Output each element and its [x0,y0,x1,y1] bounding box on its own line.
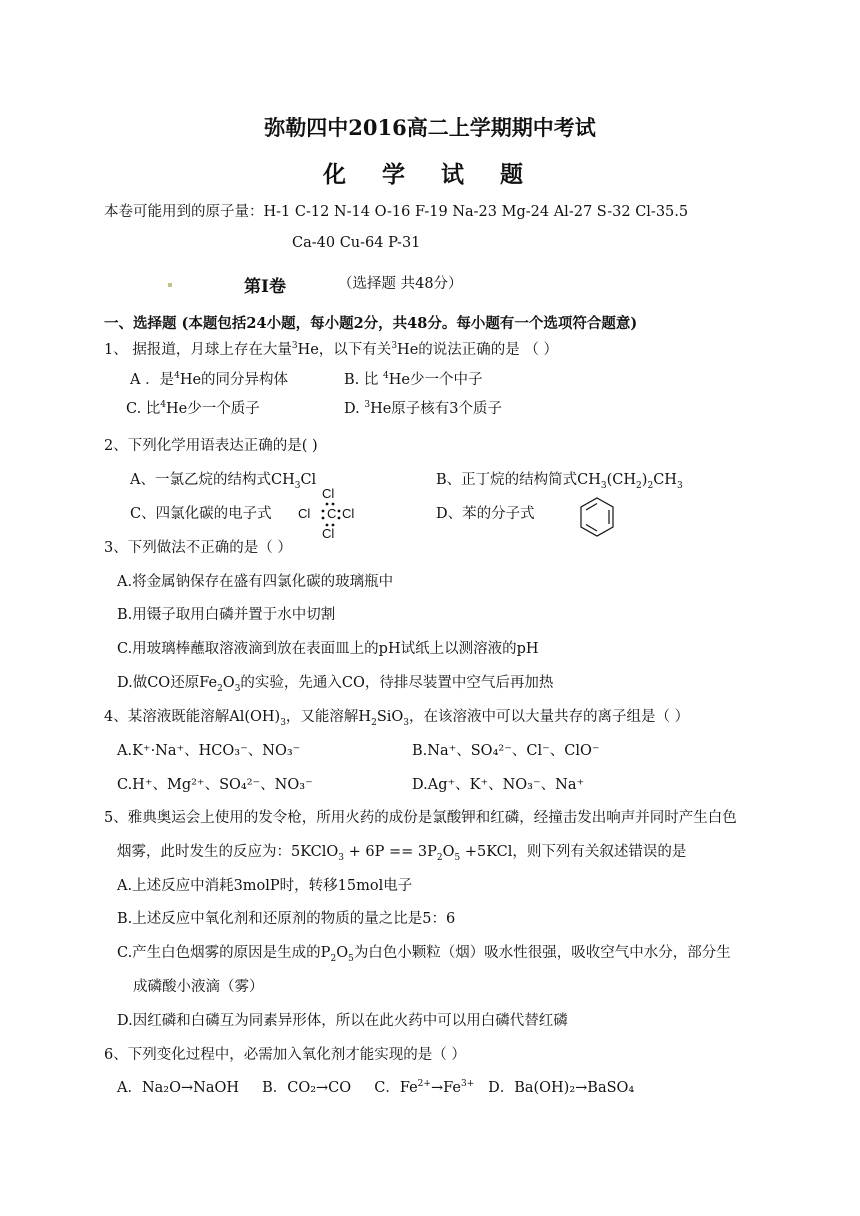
q1-stem: 1、 据报道，月球上存在大量$^3$He，以下有关$^3$He的说法正确的是 （ ） [104,341,558,358]
q5-option-c-line1: C.产生白色烟雾的原因是生成的$P_2O_5$为白色小颗粒（烟）吸水性很强，吸收空气中水分，部分生 [117,945,731,964]
q4-option-d: D.Ag⁺、K⁺、NO₃⁻、Na⁺ [412,777,585,793]
ccl4-cl-top: Cl [322,486,335,501]
subject-title: 化 学 试 题 [322,161,538,188]
volume-title: 第Ⅰ卷 [244,277,286,297]
q5-stem-line1: 5、雅典奥运会上使用的发令枪，所用火药的成份是氯酸钾和红磷，经撞击发出响声并同时产生白色 [104,810,737,826]
ccl4-c-center: C [327,506,337,521]
q6-option-d: D．Ba(OH)₂→BaSO₄ [488,1080,635,1096]
q6-options [117,1078,634,1098]
school-title: 弥勒四中2016高二上学期期中考试 [264,115,596,140]
q3-stem: 3、下列做法不正确的是（ ） [104,540,292,556]
q1-option-a: A ．是$^4$He的同分异构体 [130,371,289,388]
q5-stem-line2: 烟雾，此时发生的反应为：5KClO$_3$ + $6P == 3P_2O_5 +5KCl$，则下列有关叙述错误的是 [117,844,687,863]
q3-option-a: A.将金属钠保存在盛有四氯化碳的玻璃瓶中 [117,574,394,590]
q2-option-c: C、四氯化碳的电子式 [130,506,272,522]
q2-option-a: A、一氯乙烷的结构式$CH_3Cl$ [130,472,317,491]
atomic-mass-line2: Ca-40 Cu-64 P-31 [292,235,421,251]
ccl4-cl-left: Cl [298,506,311,521]
q1-option-b: B. 比 $^4$He少一个中子 [344,371,483,388]
q4-stem: 4、某溶液既能溶解$Al(OH)_3$，又能溶解$H_2SiO_3$，在该溶液中可以大量共存的离子组是（ ） [104,709,690,728]
ccl4-cl-bottom: Cl [322,526,335,541]
ccl4-cl-right: Cl [342,506,355,521]
q4-option-b: B.Na⁺、SO₄²⁻、Cl⁻、ClO⁻ [412,743,600,759]
q5-option-c-line2: 成磷酸小液滴（雾） [133,979,264,995]
q6-option-a: A．Na₂O→NaOH [117,1080,240,1096]
section-heading: 一、选择题 (本题包括24小题，每小题2分，共48分。每小题有一个选项符合题意) [104,315,638,332]
q2-option-b: B、正丁烷的结构简式$CH_3(CH_2)_2CH_3$ [436,472,683,491]
q1-option-d: D. $^3$He原子核有3个质子 [344,400,503,417]
decorative-dot [168,283,172,287]
q6-option-c: C．$Fe^{2+}\to Fe^{3+}$ [374,1079,475,1096]
q5-option-a: A.上述反应中消耗3molP时，转移15mol电子 [117,878,413,894]
q4-option-c: C.H⁺、Mg²⁺、SO₄²⁻、NO₃⁻ [117,777,313,793]
volume-note: （选择题 共48分） [338,276,463,292]
q2-option-d: D、苯的分子式 [436,506,535,522]
q3-option-c: C.用玻璃棒蘸取溶液滴到放在表面皿上的pH试纸上以测溶液的pH [117,641,539,657]
q6-stem: 6、下列变化过程中，必需加入氧化剂才能实现的是（ ） [104,1047,466,1063]
q3-option-b: B.用镊子取用白磷并置于水中切割 [117,607,336,623]
q4-option-a: A.K⁺·Na⁺、HCO₃⁻、NO₃⁻ [117,743,301,759]
benzene-ring-icon [578,496,616,538]
q1-option-c: C. 比$^4$He少一个质子 [126,400,260,417]
q6-option-b: B．CO₂→CO [262,1080,352,1096]
q2-stem: 2、下列化学用语表达正确的是( ) [104,438,318,454]
q5-option-d: D.因红磷和白磷互为同素异形体，所以在此火药中可以用白磷代替红磷 [117,1013,568,1029]
q5-option-b: B.上述反应中氧化剂和还原剂的物质的量之比是5：6 [117,911,456,927]
atomic-mass-line1: 本卷可能用到的原子量：H-1 C-12 N-14 O-16 F-19 Na-23 Mg-24 Al-27 S-32 Cl-35.5 [104,204,689,220]
q3-option-d: D.做CO还原$Fe_2O_3$的实验，先通入CO，待排尽装置中空气后再加热 [117,675,554,694]
ccl4-electron-formula [298,486,362,544]
ccl4-electron-dots [298,486,362,544]
